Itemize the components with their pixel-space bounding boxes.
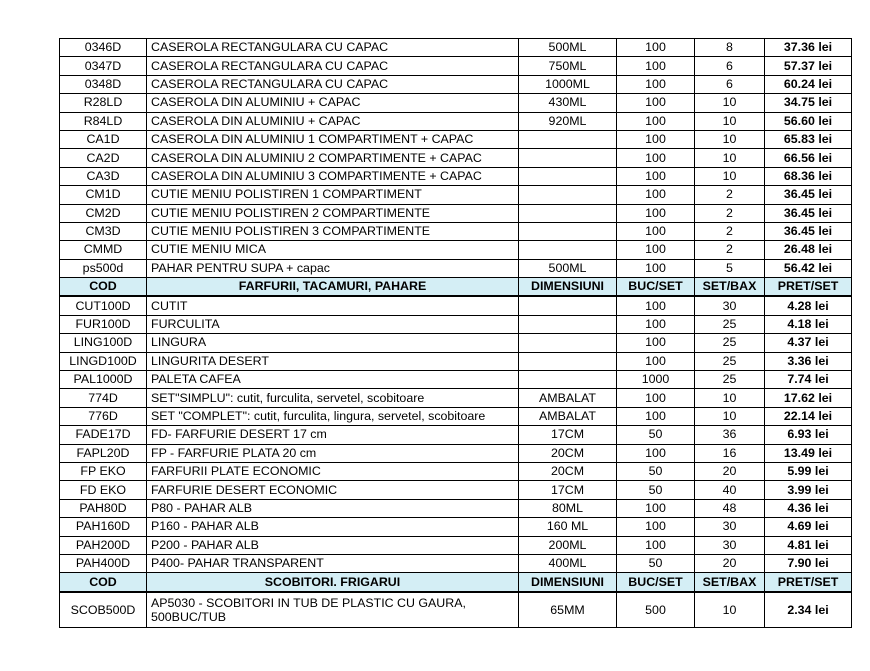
cell-product-name: LINGURITA DESERT bbox=[147, 352, 519, 370]
cell-dimensions bbox=[519, 371, 617, 389]
cell-code: FP EKO bbox=[60, 462, 147, 480]
table-row bbox=[60, 352, 852, 370]
cell-set-bax: 40 bbox=[695, 481, 765, 499]
cell-code: SCOB500D bbox=[60, 592, 147, 628]
cell-set-bax: 10 bbox=[695, 112, 765, 130]
cell-set-bax: 2 bbox=[695, 241, 765, 259]
table-row bbox=[60, 241, 852, 259]
cell-product-name: FURCULITA bbox=[147, 315, 519, 333]
header-buc-set: BUC/SET bbox=[617, 278, 695, 297]
cell-buc-set: 100 bbox=[617, 499, 695, 517]
cell-price: 36.45 lei bbox=[765, 204, 852, 222]
cell-product-name: CUTIE MENIU POLISTIREN 1 COMPARTIMENT bbox=[147, 186, 519, 204]
cell-buc-set: 100 bbox=[617, 536, 695, 554]
table-row bbox=[60, 112, 852, 130]
cell-buc-set: 500 bbox=[617, 592, 695, 628]
cell-code: 776D bbox=[60, 407, 147, 425]
header-product-name: SCOBITORI. FRIGARUI bbox=[147, 573, 519, 592]
cell-dimensions: 20CM bbox=[519, 444, 617, 462]
cell-code: CA3D bbox=[60, 167, 147, 185]
cell-dimensions bbox=[519, 296, 617, 315]
cell-code: CA2D bbox=[60, 149, 147, 167]
cell-code: CUT100D bbox=[60, 296, 147, 315]
header-dimensions: DIMENSIUNI bbox=[519, 278, 617, 297]
cell-buc-set: 100 bbox=[617, 57, 695, 75]
table-row bbox=[60, 554, 852, 572]
cell-dimensions bbox=[519, 334, 617, 352]
cell-product-name: CASEROLA DIN ALUMINIU 1 COMPARTIMENT + CAPAC bbox=[147, 130, 519, 148]
section-header-row bbox=[60, 573, 852, 592]
cell-set-bax: 10 bbox=[695, 149, 765, 167]
cell-code: LINGD100D bbox=[60, 352, 147, 370]
cell-price: 56.42 lei bbox=[765, 259, 852, 277]
cell-buc-set: 100 bbox=[617, 186, 695, 204]
cell-product-name: SET"SIMPLU": cutit, furculita, servetel, scobitoare bbox=[147, 389, 519, 407]
cell-product-name: CASEROLA DIN ALUMINIU + CAPAC bbox=[147, 94, 519, 112]
cell-dimensions: AMBALAT bbox=[519, 407, 617, 425]
cell-set-bax: 30 bbox=[695, 296, 765, 315]
table-row bbox=[60, 481, 852, 499]
cell-dimensions: 920ML bbox=[519, 112, 617, 130]
cell-set-bax: 10 bbox=[695, 130, 765, 148]
cell-buc-set: 100 bbox=[617, 149, 695, 167]
cell-product-name: LINGURA bbox=[147, 334, 519, 352]
cell-product-name: CASEROLA DIN ALUMINIU 3 COMPARTIMENTE + CAPAC bbox=[147, 167, 519, 185]
cell-set-bax: 10 bbox=[695, 94, 765, 112]
cell-buc-set: 100 bbox=[617, 315, 695, 333]
cell-dimensions: 500ML bbox=[519, 39, 617, 57]
cell-dimensions bbox=[519, 241, 617, 259]
table-row bbox=[60, 592, 852, 628]
cell-product-name: FARFURII PLATE ECONOMIC bbox=[147, 462, 519, 480]
cell-code: R84LD bbox=[60, 112, 147, 130]
cell-price: 36.45 lei bbox=[765, 186, 852, 204]
cell-price: 3.36 lei bbox=[765, 352, 852, 370]
cell-buc-set: 100 bbox=[617, 112, 695, 130]
cell-set-bax: 10 bbox=[695, 592, 765, 628]
cell-set-bax: 48 bbox=[695, 499, 765, 517]
cell-buc-set: 100 bbox=[617, 75, 695, 93]
cell-dimensions: 160 ML bbox=[519, 518, 617, 536]
cell-price: 22.14 lei bbox=[765, 407, 852, 425]
table-row bbox=[60, 426, 852, 444]
cell-buc-set: 1000 bbox=[617, 371, 695, 389]
cell-code: PAH400D bbox=[60, 554, 147, 572]
table-row bbox=[60, 499, 852, 517]
header-set-bax: SET/BAX bbox=[695, 573, 765, 592]
cell-product-name: FD- FARFURIE DESERT 17 cm bbox=[147, 426, 519, 444]
cell-code: 0348D bbox=[60, 75, 147, 93]
cell-buc-set: 100 bbox=[617, 94, 695, 112]
cell-product-name: P200 - PAHAR ALB bbox=[147, 536, 519, 554]
cell-dimensions: 1000ML bbox=[519, 75, 617, 93]
cell-product-name: FARFURIE DESERT ECONOMIC bbox=[147, 481, 519, 499]
cell-product-name: P400- PAHAR TRANSPARENT bbox=[147, 554, 519, 572]
cell-set-bax: 10 bbox=[695, 407, 765, 425]
table-row bbox=[60, 75, 852, 93]
cell-code: CA1D bbox=[60, 130, 147, 148]
cell-set-bax: 10 bbox=[695, 167, 765, 185]
cell-product-name: CASEROLA RECTANGULARA CU CAPAC bbox=[147, 39, 519, 57]
cell-code: CMMD bbox=[60, 241, 147, 259]
cell-price: 6.93 lei bbox=[765, 426, 852, 444]
cell-price: 68.36 lei bbox=[765, 167, 852, 185]
cell-price: 4.28 lei bbox=[765, 296, 852, 315]
header-set-bax: SET/BAX bbox=[695, 278, 765, 297]
cell-code: FAPL20D bbox=[60, 444, 147, 462]
cell-code: FADE17D bbox=[60, 426, 147, 444]
cell-product-name: PALETA CAFEA bbox=[147, 371, 519, 389]
cell-buc-set: 100 bbox=[617, 444, 695, 462]
cell-dimensions bbox=[519, 352, 617, 370]
table-row bbox=[60, 94, 852, 112]
cell-dimensions: 430ML bbox=[519, 94, 617, 112]
cell-set-bax: 25 bbox=[695, 371, 765, 389]
table-row bbox=[60, 186, 852, 204]
cell-dimensions: 65MM bbox=[519, 592, 617, 628]
cell-buc-set: 100 bbox=[617, 259, 695, 277]
cell-price: 57.37 lei bbox=[765, 57, 852, 75]
header-dimensions: DIMENSIUNI bbox=[519, 573, 617, 592]
cell-buc-set: 50 bbox=[617, 481, 695, 499]
cell-buc-set: 100 bbox=[617, 334, 695, 352]
cell-code: PAH80D bbox=[60, 499, 147, 517]
cell-set-bax: 8 bbox=[695, 39, 765, 57]
cell-buc-set: 100 bbox=[617, 167, 695, 185]
header-code: COD bbox=[60, 278, 147, 297]
cell-set-bax: 16 bbox=[695, 444, 765, 462]
cell-set-bax: 25 bbox=[695, 352, 765, 370]
cell-dimensions bbox=[519, 204, 617, 222]
table-row bbox=[60, 444, 852, 462]
cell-code: 0346D bbox=[60, 39, 147, 57]
cell-dimensions bbox=[519, 130, 617, 148]
cell-buc-set: 100 bbox=[617, 204, 695, 222]
cell-product-name: CUTIE MENIU MICA bbox=[147, 241, 519, 259]
cell-buc-set: 100 bbox=[617, 518, 695, 536]
cell-price: 17.62 lei bbox=[765, 389, 852, 407]
cell-dimensions bbox=[519, 167, 617, 185]
header-code: COD bbox=[60, 573, 147, 592]
cell-price: 7.74 lei bbox=[765, 371, 852, 389]
cell-buc-set: 100 bbox=[617, 407, 695, 425]
cell-set-bax: 2 bbox=[695, 186, 765, 204]
cell-code: CM1D bbox=[60, 186, 147, 204]
cell-buc-set: 100 bbox=[617, 130, 695, 148]
cell-dimensions: AMBALAT bbox=[519, 389, 617, 407]
table-row bbox=[60, 259, 852, 277]
cell-code: CM3D bbox=[60, 222, 147, 240]
cell-dimensions: 80ML bbox=[519, 499, 617, 517]
cell-price: 2.34 lei bbox=[765, 592, 852, 628]
table-row bbox=[60, 389, 852, 407]
cell-set-bax: 25 bbox=[695, 315, 765, 333]
header-price: PRET/SET bbox=[765, 278, 852, 297]
table-row bbox=[60, 518, 852, 536]
cell-product-name: P80 - PAHAR ALB bbox=[147, 499, 519, 517]
cell-price: 4.81 lei bbox=[765, 536, 852, 554]
cell-dimensions bbox=[519, 222, 617, 240]
cell-dimensions bbox=[519, 315, 617, 333]
cell-price: 4.36 lei bbox=[765, 499, 852, 517]
cell-code: 0347D bbox=[60, 57, 147, 75]
cell-price: 4.69 lei bbox=[765, 518, 852, 536]
table-row bbox=[60, 39, 852, 57]
table-row bbox=[60, 57, 852, 75]
cell-set-bax: 6 bbox=[695, 75, 765, 93]
cell-dimensions: 20CM bbox=[519, 462, 617, 480]
cell-buc-set: 100 bbox=[617, 352, 695, 370]
cell-price: 5.99 lei bbox=[765, 462, 852, 480]
cell-price: 56.60 lei bbox=[765, 112, 852, 130]
cell-code: 774D bbox=[60, 389, 147, 407]
cell-price: 37.36 lei bbox=[765, 39, 852, 57]
cell-buc-set: 100 bbox=[617, 241, 695, 259]
table-row bbox=[60, 167, 852, 185]
cell-price: 36.45 lei bbox=[765, 222, 852, 240]
cell-code: PAL1000D bbox=[60, 371, 147, 389]
cell-price: 13.49 lei bbox=[765, 444, 852, 462]
cell-price: 3.99 lei bbox=[765, 481, 852, 499]
table-row bbox=[60, 149, 852, 167]
table-row bbox=[60, 407, 852, 425]
cell-product-name: FP - FARFURIE PLATA 20 cm bbox=[147, 444, 519, 462]
table-row bbox=[60, 315, 852, 333]
cell-set-bax: 2 bbox=[695, 204, 765, 222]
cell-code: LING100D bbox=[60, 334, 147, 352]
cell-set-bax: 20 bbox=[695, 462, 765, 480]
cell-set-bax: 25 bbox=[695, 334, 765, 352]
table-row bbox=[60, 462, 852, 480]
cell-code: CM2D bbox=[60, 204, 147, 222]
cell-product-name: CUTIE MENIU POLISTIREN 3 COMPARTIMENTE bbox=[147, 222, 519, 240]
cell-price: 26.48 lei bbox=[765, 241, 852, 259]
cell-product-name: PAHAR PENTRU SUPA + capac bbox=[147, 259, 519, 277]
price-list-table bbox=[59, 38, 852, 628]
cell-set-bax: 30 bbox=[695, 536, 765, 554]
header-price: PRET/SET bbox=[765, 573, 852, 592]
table-row bbox=[60, 371, 852, 389]
cell-dimensions: 17CM bbox=[519, 481, 617, 499]
cell-price: 4.18 lei bbox=[765, 315, 852, 333]
cell-dimensions bbox=[519, 186, 617, 204]
cell-dimensions: 17CM bbox=[519, 426, 617, 444]
cell-buc-set: 50 bbox=[617, 462, 695, 480]
cell-set-bax: 30 bbox=[695, 518, 765, 536]
cell-set-bax: 10 bbox=[695, 389, 765, 407]
cell-dimensions: 200ML bbox=[519, 536, 617, 554]
cell-price: 4.37 lei bbox=[765, 334, 852, 352]
table-row bbox=[60, 296, 852, 315]
cell-buc-set: 50 bbox=[617, 426, 695, 444]
cell-product-name: CASEROLA DIN ALUMINIU 2 COMPARTIMENTE + CAPAC bbox=[147, 149, 519, 167]
cell-product-name: CASEROLA RECTANGULARA CU CAPAC bbox=[147, 57, 519, 75]
cell-price: 7.90 lei bbox=[765, 554, 852, 572]
cell-product-name: SET "COMPLET": cutit, furculita, lingura, servetel, scobitoare bbox=[147, 407, 519, 425]
cell-price: 66.56 lei bbox=[765, 149, 852, 167]
cell-buc-set: 100 bbox=[617, 39, 695, 57]
cell-dimensions bbox=[519, 149, 617, 167]
cell-product-name: CASEROLA DIN ALUMINIU + CAPAC bbox=[147, 112, 519, 130]
cell-buc-set: 100 bbox=[617, 296, 695, 315]
table-row bbox=[60, 222, 852, 240]
cell-price: 65.83 lei bbox=[765, 130, 852, 148]
cell-product-name: AP5030 - SCOBITORI IN TUB DE PLASTIC CU GAURA, 500BUC/TUB bbox=[147, 592, 519, 628]
cell-code: PAH200D bbox=[60, 536, 147, 554]
cell-buc-set: 100 bbox=[617, 222, 695, 240]
cell-set-bax: 2 bbox=[695, 222, 765, 240]
cell-buc-set: 50 bbox=[617, 554, 695, 572]
cell-buc-set: 100 bbox=[617, 389, 695, 407]
table-row bbox=[60, 334, 852, 352]
cell-dimensions: 500ML bbox=[519, 259, 617, 277]
cell-code: R28LD bbox=[60, 94, 147, 112]
cell-code: PAH160D bbox=[60, 518, 147, 536]
table-row bbox=[60, 130, 852, 148]
cell-product-name: CUTIT bbox=[147, 296, 519, 315]
cell-code: FD EKO bbox=[60, 481, 147, 499]
price-list-body bbox=[60, 39, 852, 628]
cell-code: FUR100D bbox=[60, 315, 147, 333]
cell-set-bax: 5 bbox=[695, 259, 765, 277]
cell-product-name: CASEROLA RECTANGULARA CU CAPAC bbox=[147, 75, 519, 93]
cell-set-bax: 20 bbox=[695, 554, 765, 572]
cell-dimensions: 400ML bbox=[519, 554, 617, 572]
table-row bbox=[60, 536, 852, 554]
cell-product-name: P160 - PAHAR ALB bbox=[147, 518, 519, 536]
cell-code: ps500d bbox=[60, 259, 147, 277]
section-header-row bbox=[60, 278, 852, 297]
cell-dimensions: 750ML bbox=[519, 57, 617, 75]
cell-product-name: CUTIE MENIU POLISTIREN 2 COMPARTIMENTE bbox=[147, 204, 519, 222]
cell-set-bax: 6 bbox=[695, 57, 765, 75]
cell-price: 34.75 lei bbox=[765, 94, 852, 112]
header-buc-set: BUC/SET bbox=[617, 573, 695, 592]
header-product-name: FARFURII, TACAMURI, PAHARE bbox=[147, 278, 519, 297]
cell-set-bax: 36 bbox=[695, 426, 765, 444]
table-row bbox=[60, 204, 852, 222]
cell-price: 60.24 lei bbox=[765, 75, 852, 93]
